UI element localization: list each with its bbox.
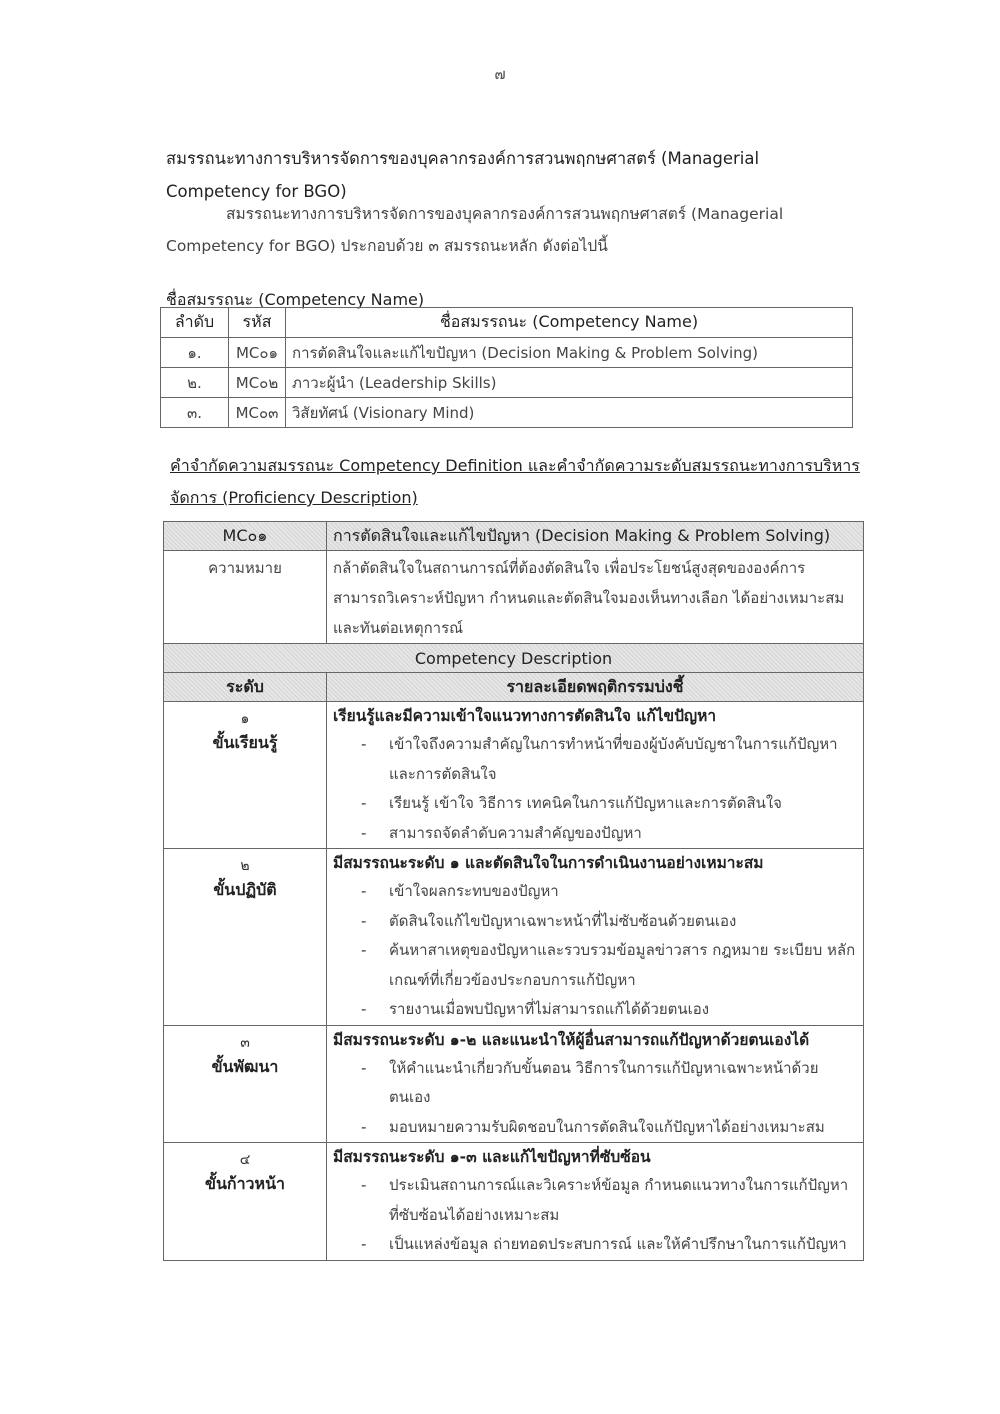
level-number: ๑ xyxy=(240,711,250,727)
level-detail xyxy=(327,849,864,1026)
behavior-list xyxy=(333,1054,857,1143)
table-header-row xyxy=(161,308,853,338)
level-detail xyxy=(327,702,864,849)
cell-order: ๓. xyxy=(161,398,229,428)
intro-text: สมรรถนะทางการบริหารจัดการของบุคลากรองค์การสวนพฤกษศาสตร์ (Managerial Competency for BGO) ประกอบด้วย ๓ สมรรถนะหลัก ดังต่อไปนี้ xyxy=(166,205,784,255)
cell-order: ๒. xyxy=(161,368,229,398)
cell-code: MC๐๑ xyxy=(229,338,286,368)
cell-code: MC๐๓ xyxy=(229,398,286,428)
column-header-order: ลำดับ xyxy=(161,308,229,338)
level-column-header: ระดับ xyxy=(164,673,327,702)
level-number: ๓ xyxy=(240,1034,250,1051)
level-cell xyxy=(164,1025,327,1143)
level-detail xyxy=(327,1143,864,1261)
competency-title: การตัดสินใจและแก้ไขปัญหา (Decision Making & Problem Solving) xyxy=(327,522,864,551)
level-row xyxy=(164,1143,864,1261)
column-header-row xyxy=(164,673,864,702)
table-row xyxy=(161,368,853,398)
intro-paragraph xyxy=(166,198,866,262)
description-header-row xyxy=(164,644,864,673)
list-item: - ค้นหาสาเหตุของปัญหาและรวบรวมข้อมูลข่าวสาร กฎหมาย ระเบียบ หลักเกณฑ์ที่เกี่ยวข้องประกอบการแก้ปัญหา xyxy=(357,936,857,995)
list-item: - ตัดสินใจแก้ไขปัญหาเฉพาะหน้าที่ไม่ซับซ้อนด้วยตนเอง xyxy=(357,907,857,937)
level-cell xyxy=(164,849,327,1026)
list-item: - เป็นแหล่งข้อมูล ถ่ายทอดประสบการณ์ และให้คำปรึกษาในการแก้ปัญหา xyxy=(357,1230,857,1260)
column-header-name: ชื่อสมรรถนะ (Competency Name) xyxy=(286,308,853,338)
cell-name: วิสัยทัศน์ (Visionary Mind) xyxy=(286,398,853,428)
description-header: Competency Description xyxy=(164,644,864,673)
behavior-list xyxy=(333,1171,857,1260)
level-number: ๔ xyxy=(239,1152,251,1168)
table-row xyxy=(161,338,853,368)
list-item: - มอบหมายความรับผิดชอบในการตัดสินใจแก้ปัญหาได้อย่างเหมาะสม xyxy=(357,1113,857,1143)
meaning-label: ความหมาย xyxy=(164,551,327,644)
page-number: ๗ xyxy=(494,65,506,83)
level-headline: มีสมรรถนะระดับ ๑ และตัดสินใจในการดำเนินงานอย่างเหมาะสม xyxy=(333,854,764,872)
competency-code: MC๐๑ xyxy=(164,522,327,551)
detail-column-header: รายละเอียดพฤติกรรมบ่งชี้ xyxy=(327,673,864,702)
level-cell xyxy=(164,1143,327,1261)
level-name: ขั้นปฏิบัติ xyxy=(213,880,277,899)
names-table-caption: ชื่อสมรรถนะ (Competency Name) xyxy=(166,290,425,309)
list-item: - รายงานเมื่อพบปัญหาที่ไม่สามารถแก้ได้ด้วยตนเอง xyxy=(357,995,857,1025)
level-row xyxy=(164,1025,864,1143)
document-heading: สมรรถนะทางการบริหารจัดการของบุคลากรองค์การสวนพฤกษศาสตร์ (Managerial Competency for BGO) xyxy=(166,149,760,201)
level-name: ขั้นพัฒนา xyxy=(211,1056,279,1076)
cell-order: ๑. xyxy=(161,338,229,368)
list-item: - เรียนรู้ เข้าใจ วิธีการ เทคนิคในการแก้ปัญหาและการตัดสินใจ xyxy=(357,789,857,819)
meaning-text: กล้าตัดสินใจในสถานการณ์ที่ต้องตัดสินใจ เพื่อประโยชน์สูงสุดขององค์การ สามารถวิเคราะห์ปัญหา กำหนดและตัดสินใจมองเห็นทางเลือก ได้อย่างเหมาะสมและทันต่อเหตุการณ์ xyxy=(327,551,864,644)
table-row xyxy=(161,398,853,428)
list-item: - ให้คำแนะนำเกี่ยวกับขั้นตอน วิธีการในการแก้ปัญหาเฉพาะหน้าด้วยตนเอง xyxy=(357,1054,857,1113)
level-headline: มีสมรรถนะระดับ ๑-๓ และแก้ไขปัญหาที่ซับซ้อน xyxy=(333,1148,651,1166)
level-headline: มีสมรรถนะระดับ ๑-๒ และแนะนำให้ผู้อื่นสามารถแก้ปัญหาด้วยตนเองได้ xyxy=(333,1030,810,1049)
level-headline: เรียนรู้และมีความเข้าใจแนวทางการตัดสินใจ แก้ไขปัญหา xyxy=(333,707,717,725)
meaning-row xyxy=(164,551,864,644)
competency-names-table xyxy=(160,307,853,428)
level-row xyxy=(164,702,864,849)
column-header-code: รหัส xyxy=(229,308,286,338)
list-item: - เข้าใจถึงความสำคัญในการทำหน้าที่ของผู้บังคับบัญชาในการแก้ปัญหาและการตัดสินใจ xyxy=(357,730,857,789)
level-row xyxy=(164,849,864,1026)
list-item: - ประเมินสถานการณ์และวิเคราะห์ข้อมูล กำหนดแนวทางในการแก้ปัญหาที่ซับซ้อนได้อย่างเหมาะสม xyxy=(357,1171,857,1230)
level-name: ขั้นก้าวหน้า xyxy=(205,1174,285,1193)
level-name: ขั้นเรียนรู้ xyxy=(212,733,278,752)
cell-name: การตัดสินใจและแก้ไขปัญหา (Decision Making & Problem Solving) xyxy=(286,338,853,368)
behavior-list xyxy=(333,877,857,1025)
level-number: ๒ xyxy=(240,858,250,874)
list-item: - สามารถจัดลำดับความสำคัญของปัญหา xyxy=(357,819,857,849)
level-cell xyxy=(164,702,327,849)
competency-detail-table xyxy=(163,521,864,1261)
competency-title-row xyxy=(164,522,864,551)
cell-code: MC๐๒ xyxy=(229,368,286,398)
behavior-list xyxy=(333,730,857,848)
cell-name: ภาวะผู้นำ (Leadership Skills) xyxy=(286,368,853,398)
level-detail xyxy=(327,1025,864,1143)
section-title: คำจำกัดความสมรรถนะ Competency Definition และคำจำกัดความระดับสมรรถนะทางการบริหารจัดการ (Proficiency Description) xyxy=(170,456,860,507)
list-item: - เข้าใจผลกระทบของปัญหา xyxy=(357,877,857,907)
